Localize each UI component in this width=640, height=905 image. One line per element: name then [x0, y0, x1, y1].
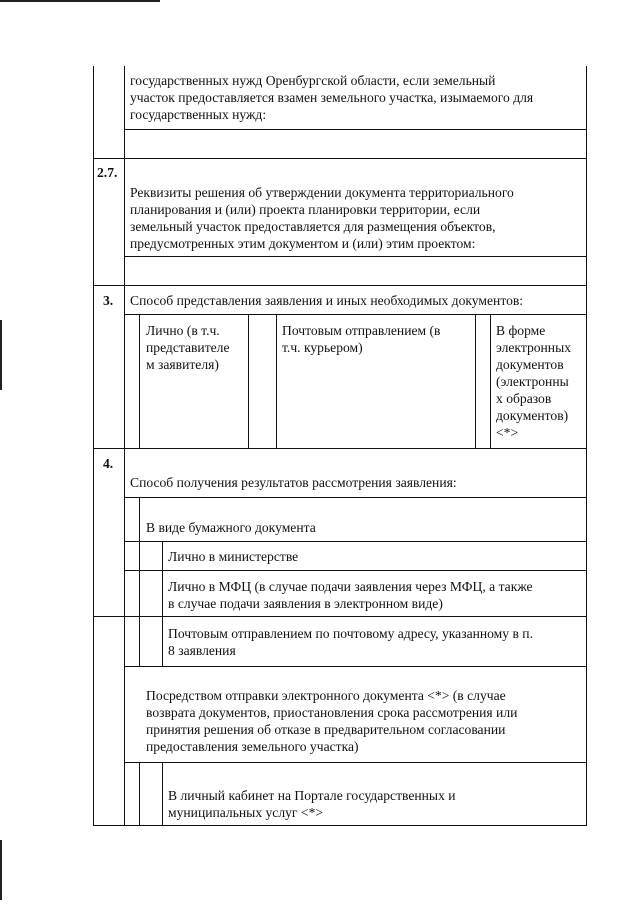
- s3-col-a: [139, 314, 140, 448]
- s4-electronic-line-2: возврата документов, приостановления срока рассмотрения или: [146, 705, 518, 720]
- s3-option-1-line-3: м заявителя): [146, 357, 219, 372]
- s3-option-3-line-1: В форме: [496, 323, 546, 338]
- s3-col-c: [276, 314, 277, 448]
- s2-7-line-2: планирования и (или) проекта планировки территории, если: [130, 202, 481, 217]
- s3-option-3-line-2: электронных: [496, 340, 572, 355]
- s3-option-3-line-5: х образов: [496, 391, 552, 406]
- s4-col-a2: [139, 762, 140, 826]
- s2-6-line-1: государственных нужд Оренбургской области, если земельный: [130, 73, 496, 88]
- number-column-divider: [124, 66, 125, 826]
- s4-electronic-option-1-line-1: В личный кабинет на Портале государственных и: [168, 788, 456, 803]
- s2-7-line-4: предусмотренных этим документом и (или) этим проектом:: [130, 236, 476, 251]
- s3-col-e: [490, 314, 491, 448]
- s4-paper-option-2-line-2: в случае подачи заявления в электронном виде): [168, 596, 443, 611]
- row-divider-7: [124, 497, 587, 498]
- s4-electronic-line-3: принятия решения об отказе в предварительном согласовании: [146, 722, 506, 737]
- s3-option-3-line-7: <*>: [496, 425, 519, 440]
- row-divider-11: [124, 666, 587, 667]
- row-divider-5: [124, 314, 587, 315]
- row-divider-2: [93, 158, 587, 159]
- s3-number: 3.: [103, 293, 114, 308]
- s3-title: Способ представления заявления и иных необходимых документов:: [130, 293, 524, 308]
- s4-col-a: [139, 497, 140, 666]
- s2-6-line-2: участок предоставляется взамен земельного участка, изымаемого для: [130, 90, 534, 105]
- s2-7-line-1: Реквизиты решения об утверждении документа территориального: [130, 185, 514, 200]
- row-divider-4: [93, 285, 587, 286]
- s3-option-1-line-2: представителе: [146, 340, 230, 355]
- s3-col-b: [248, 314, 249, 448]
- s3-option-3-line-4: (электронны: [496, 374, 569, 389]
- table-border-left: [93, 66, 94, 826]
- s3-option-2-line-2: т.ч. курьером): [282, 340, 363, 355]
- s4-col-b: [162, 541, 163, 666]
- s4-paper-option-3-line-2: 8 заявления: [168, 643, 236, 658]
- s4-paper-option-2-line-1: Лично в МФЦ (в случае подачи заявления через МФЦ, а также: [168, 579, 533, 594]
- row-divider-12: [124, 762, 587, 763]
- s3-option-1-line-1: Лично (в т.ч.: [146, 323, 220, 338]
- s4-electronic-line-4: предоставления земельного участка): [146, 739, 359, 754]
- s4-paper-option-1: Лично в министерстве: [168, 549, 299, 564]
- s4-electronic-option-1-line-2: муниципальных услуг <*>: [168, 805, 324, 820]
- row-divider-10: [93, 616, 587, 617]
- s4-paper-label: В виде бумажного документа: [146, 520, 316, 535]
- s3-option-2-line-1: Почтовым отправлением (в: [282, 323, 441, 338]
- s3-option-3-line-3: документов: [496, 357, 564, 372]
- scan-artifact-top: [0, 0, 160, 2]
- s4-number: 4.: [103, 456, 114, 471]
- s3-col-d: [475, 314, 476, 448]
- row-divider-8: [124, 541, 587, 542]
- row-divider-1: [124, 129, 587, 130]
- s2-6-line-3: государственных нужд:: [130, 107, 267, 122]
- scan-artifact-left: [0, 320, 2, 390]
- s4-title: Способ получения результатов рассмотрения заявления:: [130, 475, 457, 490]
- s2-7-number: 2.7.: [97, 165, 118, 180]
- s4-col-b2: [162, 762, 163, 826]
- s3-option-3-line-6: документов): [496, 408, 569, 423]
- s2-7-line-3: земельный участок предоставляется для размещения объектов,: [130, 219, 496, 234]
- row-divider-9: [124, 570, 587, 571]
- scan-artifact-left-bottom: [0, 840, 2, 900]
- s4-paper-option-3-line-1: Почтовым отправлением по почтовому адресу, указанному в п.: [168, 626, 533, 641]
- s4-electronic-line-1: Посредством отправки электронного документа <*> (в случае: [146, 688, 506, 703]
- table-border-bottom: [93, 825, 587, 826]
- row-divider-6: [93, 448, 587, 449]
- table-border-right: [586, 66, 587, 826]
- row-divider-3: [124, 256, 587, 257]
